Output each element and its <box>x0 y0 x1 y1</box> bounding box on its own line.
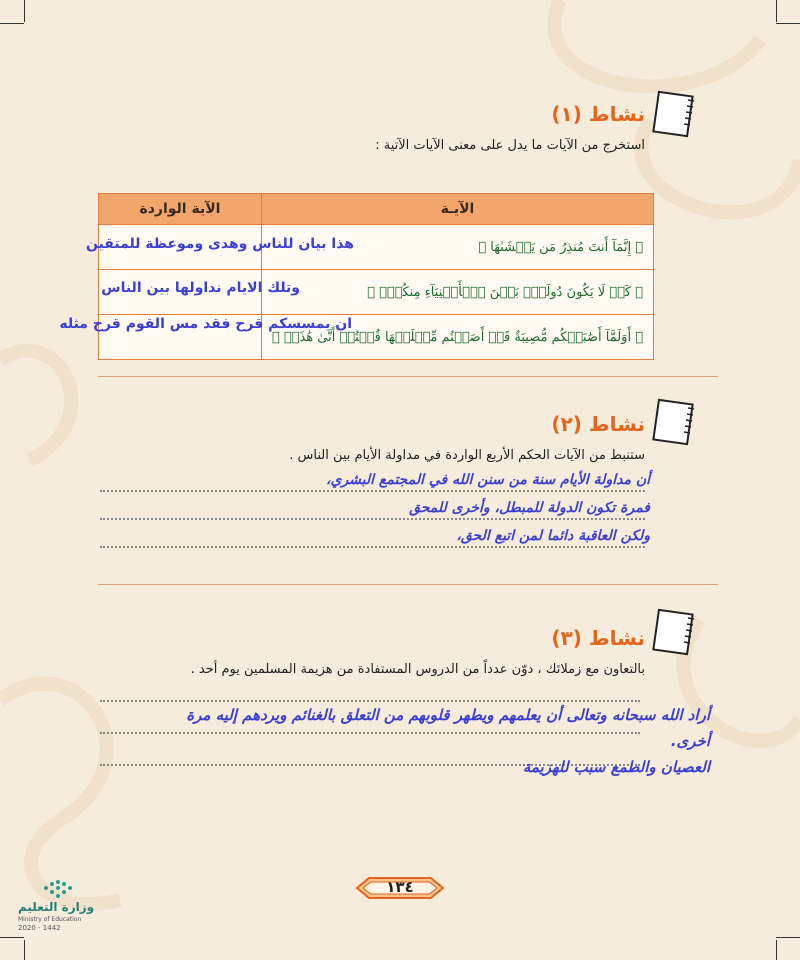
answer-text[interactable]: أراد الله سبحانه وتعالى أن يعلمهم ويطهر قلوبهم من التعلق بالغنائم ويردهم إليه مرة <box>186 706 710 724</box>
answer-text[interactable]: ولكن العاقبة دائما لمن اتبع الحق، <box>456 528 650 544</box>
section-divider <box>98 376 718 377</box>
activity-3-instruction: بالتعاون مع زملائك ، دوّن عدداً من الدروس المستفادة من هزيمة المسلمين يوم أحد . <box>190 662 645 677</box>
crop-mark <box>776 940 777 960</box>
activity-2-title: نشاط (٢) <box>551 412 645 436</box>
answer-text[interactable]: أخرى. <box>670 732 710 750</box>
notebook-icon <box>650 608 696 656</box>
ministry-name: وزارة التعليم <box>18 900 95 914</box>
table-header-verse: الآيـة <box>261 194 653 225</box>
notebook-icon <box>650 90 696 138</box>
crop-mark <box>24 940 25 960</box>
ministry-year: 2020 - 1442 <box>18 924 61 932</box>
section-divider <box>98 584 718 585</box>
answer-text[interactable]: ان يمسسكم قرح فقد مس القوم قرح مثله <box>59 316 352 332</box>
answer-text[interactable]: هذا بيان للناس وهدى وموعظة للمتقين <box>85 236 354 252</box>
answer-line <box>100 518 645 520</box>
verse-cell: ﴿ أَوَلَمَّآ أَصَٰبَتۡكُم مُّصِيبَةٌ قَدۡ أَصَبۡتُم مِّثۡلَيۡهَا قُلۡتُمۡ أَنَّىٰ هَٰذَاۖ ﴾ <box>261 315 653 360</box>
answer-line <box>100 732 640 734</box>
verses-table <box>98 193 654 360</box>
verse-cell: ﴿ إِنَّمَآ أَنتَ مُنذِرُ مَن يَخۡشَىٰهَا ﴾ <box>261 225 653 270</box>
answer-text[interactable]: العصيان والطمع سبب للهزيمة <box>522 758 710 776</box>
answer-line <box>100 546 645 548</box>
activity-1-title: نشاط (١) <box>551 102 645 126</box>
crop-mark <box>0 937 24 938</box>
answer-line <box>100 490 645 492</box>
answer-text[interactable]: فمرة تكون الدولة للمبطل، وأخرى للمحق <box>409 500 650 516</box>
crop-mark <box>776 937 800 938</box>
crop-mark <box>0 23 24 24</box>
activity-3-title: نشاط (٣) <box>551 626 645 650</box>
answer-text[interactable]: أن مداولة الأيام سنة من سنن الله في المجتمع البشري، <box>325 472 650 488</box>
activity-1-instruction: استخرج من الآيات ما يدل على معنى الآيات الآتية : <box>375 138 645 153</box>
crop-mark <box>24 0 25 22</box>
verse-cell: ﴿ كَيۡ لَا يَكُونَ دُولَةَۢ بَيۡنَ ٱلۡأَغۡنِيَآءِ مِنكُمۡۚ ﴾ <box>261 270 653 315</box>
ministry-name-en: Ministry of Education <box>18 916 82 923</box>
activity-2-instruction: ستنبط من الآيات الحكم الأربع الواردة في مداولة الأيام بين الناس . <box>289 448 645 463</box>
crop-mark <box>776 23 800 24</box>
table-header-row <box>99 194 654 225</box>
answer-text[interactable]: وتلك الايام نداولها بين الناس <box>101 280 300 296</box>
ministry-logo <box>18 878 98 934</box>
page-number: ١٣٤ <box>386 878 414 896</box>
ministry-logo-icon <box>18 878 98 900</box>
answer-line <box>100 700 640 702</box>
notebook-icon <box>650 398 696 446</box>
table-header-answer: الآية الواردة <box>99 194 262 225</box>
crop-mark <box>776 0 777 22</box>
